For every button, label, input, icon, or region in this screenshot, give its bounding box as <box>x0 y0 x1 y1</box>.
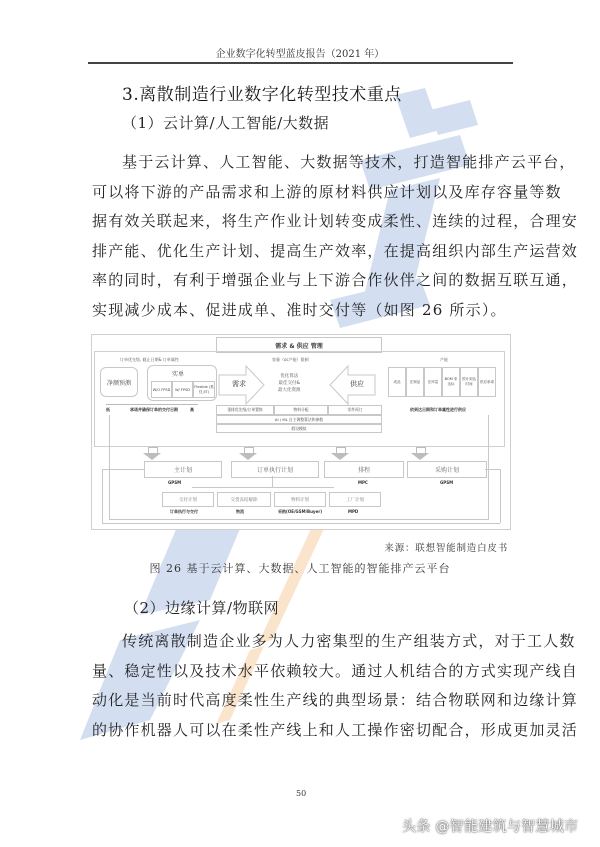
high-label: 高 <box>190 407 194 412</box>
scheduling-box: 排程 <box>324 461 404 478</box>
supply-item: 预计到达时间 <box>460 367 478 397</box>
sub-owner: 物流 <box>236 509 244 514</box>
net-forecast-box: 净额预测 <box>100 367 138 397</box>
sub-owner: MPD <box>348 509 359 514</box>
master-plan-box: 主计划 <box>144 461 222 478</box>
order-priority-label: 订单优先级, 截止日期& 订单属性 <box>120 357 179 362</box>
section-heading: 3.离散制造行业数字化转型技术重点 <box>122 85 402 105</box>
paragraph-line: 率的同时，有利于增强企业与上下游合作伙伴之间的数据互联互通， <box>92 271 579 289</box>
real-order-label: 实单 <box>172 371 185 378</box>
order-type-box: Flexible (柔性 JIT) <box>193 381 215 398</box>
ai-ml-bar: AI / ML 自主调整算法和参数 <box>216 415 382 424</box>
center-line: 最大化资源 <box>278 388 301 393</box>
figure-caption: 图 26 基于云计算、大数据、人工智能的智能排产云平台 <box>149 562 451 575</box>
supply-label: 供应 <box>350 380 364 388</box>
paragraph-1 <box>92 148 579 325</box>
order-type-box: W/O FPSD <box>151 381 172 398</box>
connector-line <box>192 487 334 488</box>
supply-item: 在库量 <box>424 367 442 397</box>
delivery-plan-box: 交付计划 <box>162 492 214 507</box>
running-header: 企业数字化转型蓝皮报告（2021 年） <box>215 49 385 60</box>
down-arrow-icon <box>143 453 161 460</box>
paragraph-line: 量、稳定性以及技术水平依赖较大。通过人机结合的方式实现产线自 <box>92 661 579 680</box>
figure-source: 来源：联想智能制造白皮书 <box>384 543 508 554</box>
sub-owner: 采购(OE/GSM/Buyer) <box>278 509 323 514</box>
down-arrow-icon <box>331 453 349 460</box>
subsection-heading-2: （2）边缘计算/物联网 <box>124 599 280 617</box>
plan-owner: MPC <box>358 480 368 485</box>
real-order-group <box>147 365 217 401</box>
supply-items <box>388 367 500 397</box>
center-line: 优化算法 <box>280 374 299 379</box>
supply-item: 在制品 <box>406 367 424 397</box>
feedback-line <box>488 415 489 519</box>
parts-reservation-bar: 零件预订 <box>328 405 382 415</box>
page-number: 50 <box>296 789 307 798</box>
paragraph-2 <box>92 627 579 745</box>
paragraph-line: 据有效关联起来，将生产作业计划转变成柔性、连续的过程，合理安 <box>92 212 579 230</box>
header-divider <box>88 62 513 64</box>
delivery-freeze-box: 交货冻结解除 <box>217 492 271 507</box>
subsection-heading-1: （1）云计算/人工智能/大数据 <box>122 114 330 132</box>
paragraph-line: 实现减少成本、促进成单、准时交付等（如图 26 所示）。 <box>92 300 507 319</box>
order-execution-plan-box: 订单执行计划 <box>231 461 319 478</box>
diagram-title: 需求 & 供应 管理 <box>216 337 382 353</box>
sub-owner: 订单执行与交付 <box>170 509 198 514</box>
plan-owner: GPSM <box>440 480 454 485</box>
demand-label: 需求 <box>232 380 246 388</box>
paragraph-line: 基于云计算、人工智能、大数据等技术，打造智能排产云平台， <box>122 153 576 171</box>
optimization-center <box>278 373 301 394</box>
capability-label: 产能 <box>440 357 448 362</box>
feedback-line <box>500 469 501 523</box>
feedback-line <box>109 415 110 519</box>
material-plan-box: 物料计划 <box>274 492 326 507</box>
connector-line <box>272 476 273 487</box>
feedback-line <box>109 519 489 520</box>
priority-scale-arrow <box>106 404 198 405</box>
simulation-bar: 假设模拟 <box>216 424 382 433</box>
commit-delivery-label: 承诺并确保订单的交付日期 <box>130 407 178 412</box>
feedback-line <box>102 469 103 523</box>
supply-item: 成品 <box>388 367 406 397</box>
order-type-box: W/ FPSD <box>172 381 193 398</box>
scheduling-platform-diagram <box>91 334 511 530</box>
center-line: 最佳交付& <box>278 381 300 386</box>
capacity-limit-label: 容量（oc产能）限制 <box>272 357 309 362</box>
feedback-line <box>485 469 500 470</box>
paragraph-line: 动化是当前时代高度柔性生产线的典型场景：结合物联网和边缘计算 <box>92 691 579 709</box>
material-allocation-bar: 物料分配 <box>274 405 328 415</box>
reprioritize-bar: 重排优先级/订单置换 <box>216 405 274 415</box>
paragraph-line: 的协作机器人可以在柔性产线上和人工操作密切配合，形成更加灵活 <box>92 720 579 739</box>
paragraph-line: 可以将下游的产品需求和上游的原材料供应计划以及库存容量等数 <box>92 182 562 201</box>
down-arrow-icon <box>239 453 257 460</box>
supply-commit-label: 依到达日期和订单属性进行供应 <box>410 407 466 412</box>
supply-item: BOM 来达标 <box>442 367 460 397</box>
source-watermark-brand: 头条 @智能建筑与智慧城市 <box>402 819 579 835</box>
paragraph-line: 排产能、优化生产计划、提高生产效率，在提高组织内部生产运营效 <box>92 241 579 260</box>
plan-owner: GPSM <box>168 480 182 485</box>
low-label: 低 <box>106 407 110 412</box>
feedback-line <box>102 523 500 524</box>
down-arrow-icon <box>411 453 429 460</box>
procurement-plan-box: 采购计划 <box>407 461 487 478</box>
paragraph-line: 传统离散制造企业多为人力密集型的生产组装方式，对于工人数 <box>122 632 576 650</box>
factory-plan-box: 工厂计划 <box>329 492 381 507</box>
supply-item: 供应承诺 <box>478 367 496 397</box>
